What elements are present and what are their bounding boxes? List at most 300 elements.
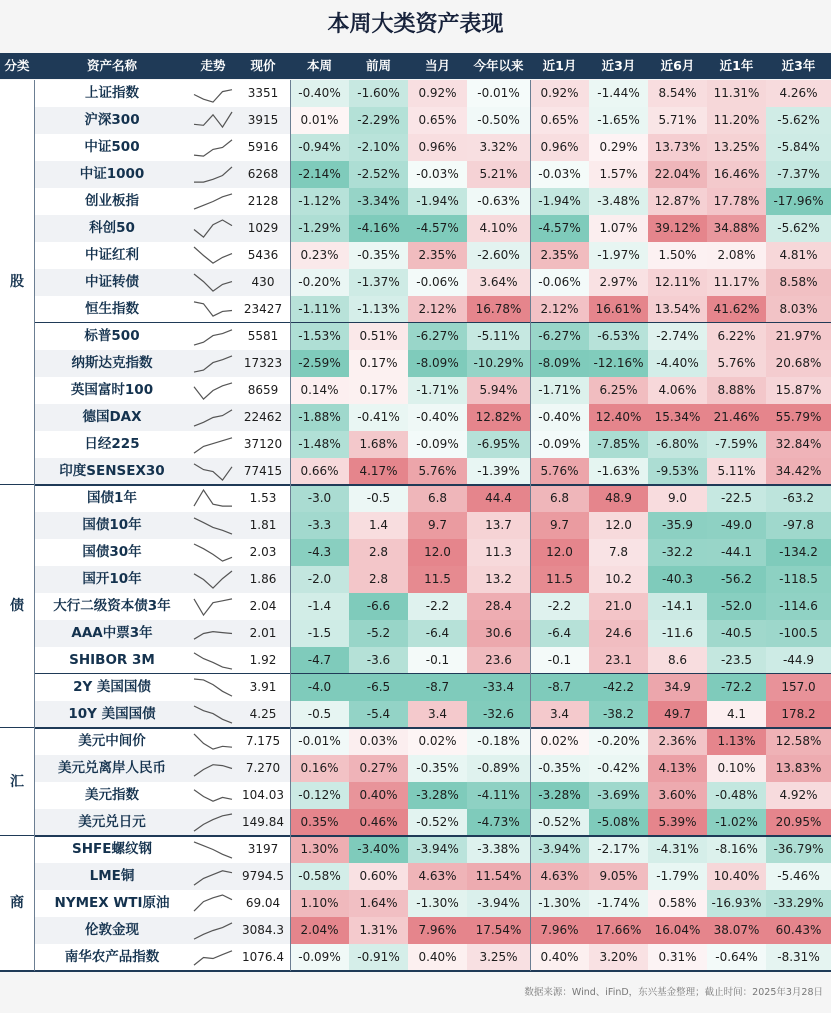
return-cell: -1.63%: [589, 458, 648, 485]
return-cell: 60.43%: [766, 917, 831, 944]
return-cell: 0.10%: [707, 755, 766, 782]
return-cell: -6.80%: [648, 431, 707, 458]
return-cell: -0.03%: [530, 161, 589, 188]
return-cell: 32.84%: [766, 431, 831, 458]
return-cell: -32.6: [467, 701, 530, 728]
return-cell: 0.29%: [589, 134, 648, 161]
asset-name: 2Y 美国国债: [73, 679, 151, 695]
return-cell: -0.89%: [467, 755, 530, 782]
trend-sparkline: [190, 269, 236, 296]
table-row: [0, 161, 831, 188]
current-price: 69.04: [245, 896, 281, 910]
return-cell: -0.06%: [530, 269, 589, 296]
trend-sparkline: [190, 134, 236, 161]
return-cell: 6.8: [408, 485, 467, 512]
trend-line: [194, 90, 232, 102]
return-cell: 13.83%: [766, 755, 831, 782]
return-cell: 0.92%: [408, 80, 467, 107]
trend-sparkline: [190, 863, 236, 890]
current-price: 8659: [247, 383, 279, 397]
table-row: [0, 80, 831, 107]
current-price: 7.270: [245, 761, 281, 775]
asset-name: 德国DAX: [82, 409, 142, 425]
trend-line: [194, 167, 232, 182]
return-cell: -5.11%: [467, 323, 530, 350]
asset-name: LME铜: [89, 868, 135, 884]
return-cell: 0.65%: [530, 107, 589, 134]
column-header: 走势: [200, 58, 226, 73]
return-cell: -33.29%: [766, 890, 831, 917]
current-price: 5436: [247, 248, 279, 262]
return-cell: -0.06%: [408, 269, 467, 296]
return-cell: 6.8: [530, 485, 589, 512]
return-cell: 11.3: [467, 539, 530, 566]
trend-sparkline: [190, 836, 236, 863]
trend-sparkline: [190, 458, 236, 485]
return-cell: -0.63%: [467, 188, 530, 215]
trend-line: [194, 632, 232, 640]
return-cell: -0.01%: [290, 728, 349, 755]
return-cell: 10.2: [589, 566, 648, 593]
return-cell: -114.6: [766, 593, 831, 620]
return-cell: -35.9: [648, 512, 707, 539]
return-cell: -0.5: [290, 701, 349, 728]
trend-line: [194, 490, 232, 506]
return-cell: -0.40%: [408, 404, 467, 431]
return-cell: -1.71%: [530, 377, 589, 404]
return-cell: -9.53%: [648, 458, 707, 485]
asset-name: 国债30年: [82, 544, 142, 560]
current-price: 1.53: [249, 491, 277, 505]
return-cell: -2.29%: [349, 107, 408, 134]
trend-line: [194, 220, 232, 237]
return-cell: -52.0: [707, 593, 766, 620]
table-row: [0, 134, 831, 161]
return-cell: -3.48%: [589, 188, 648, 215]
return-cell: 0.14%: [290, 377, 349, 404]
current-price: 4.25: [249, 707, 277, 721]
return-cell: 3.4: [408, 701, 467, 728]
category-label: 商: [0, 836, 34, 971]
return-cell: 2.97%: [589, 269, 648, 296]
return-cell: -4.0: [290, 674, 349, 701]
trend-line: [194, 679, 232, 696]
return-cell: 3.32%: [467, 134, 530, 161]
return-cell: -10.29%: [467, 350, 530, 377]
return-cell: 12.82%: [467, 404, 530, 431]
return-cell: 0.01%: [290, 107, 349, 134]
return-cell: -1.65%: [589, 107, 648, 134]
return-cell: 1.13%: [707, 728, 766, 755]
return-cell: -4.11%: [467, 782, 530, 809]
asset-name: 中证转债: [85, 274, 139, 290]
return-cell: -118.5: [766, 566, 831, 593]
return-cell: 0.92%: [530, 80, 589, 107]
current-price: 1.92: [249, 653, 277, 667]
category-divider: [0, 484, 831, 486]
current-price: 3084.3: [242, 923, 284, 937]
return-cell: 2.04%: [290, 917, 349, 944]
return-cell: -4.73%: [467, 809, 530, 836]
return-cell: 16.61%: [589, 296, 648, 323]
trend-sparkline: [190, 485, 236, 512]
return-cell: 2.36%: [648, 728, 707, 755]
return-cell: 13.54%: [648, 296, 707, 323]
return-cell: -0.94%: [290, 134, 349, 161]
return-cell: -63.2: [766, 485, 831, 512]
table-row: [0, 944, 831, 971]
current-price: 9794.5: [242, 869, 284, 883]
return-cell: 23.1: [589, 647, 648, 674]
return-cell: 5.11%: [707, 458, 766, 485]
return-cell: -1.48%: [290, 431, 349, 458]
table-row: [0, 485, 831, 512]
table-row: [0, 107, 831, 134]
return-cell: 11.20%: [707, 107, 766, 134]
return-cell: 55.79%: [766, 404, 831, 431]
trend-sparkline: [190, 323, 236, 350]
trend-sparkline: [190, 809, 236, 836]
return-cell: 3.20%: [589, 944, 648, 971]
return-cell: -4.3: [290, 539, 349, 566]
column-header: 前周: [365, 58, 391, 73]
trend-sparkline: [190, 890, 236, 917]
return-cell: -6.4: [408, 620, 467, 647]
current-price: 1.86: [249, 572, 277, 586]
return-cell: -6.53%: [589, 323, 648, 350]
return-cell: -7.85%: [589, 431, 648, 458]
return-cell: -0.35%: [349, 242, 408, 269]
current-price: 1.81: [249, 518, 277, 532]
return-cell: 6.22%: [707, 323, 766, 350]
return-cell: 5.76%: [408, 458, 467, 485]
return-cell: -0.52%: [530, 809, 589, 836]
table-row: [0, 431, 831, 458]
return-cell: 1.30%: [290, 836, 349, 863]
category-label: 股: [0, 80, 34, 485]
return-cell: -3.28%: [530, 782, 589, 809]
return-cell: 3.25%: [467, 944, 530, 971]
return-cell: -0.41%: [349, 404, 408, 431]
return-cell: -7.37%: [766, 161, 831, 188]
return-cell: 34.88%: [707, 215, 766, 242]
return-cell: -0.09%: [530, 431, 589, 458]
trend-line: [194, 410, 232, 426]
return-cell: 21.97%: [766, 323, 831, 350]
return-cell: 6.25%: [589, 377, 648, 404]
asset-name: 大行二级资本债3年: [53, 598, 171, 614]
return-cell: -1.5: [290, 620, 349, 647]
return-cell: 20.95%: [766, 809, 831, 836]
return-cell: -5.62%: [766, 107, 831, 134]
return-cell: 157.0: [766, 674, 831, 701]
return-cell: -12.16%: [589, 350, 648, 377]
return-cell: 0.31%: [648, 944, 707, 971]
return-cell: -1.88%: [290, 404, 349, 431]
return-cell: 0.58%: [648, 890, 707, 917]
trend-sparkline: [190, 782, 236, 809]
return-cell: -0.12%: [290, 782, 349, 809]
asset-name: 伦敦金现: [85, 922, 139, 938]
asset-name: 印度SENSEX30: [59, 463, 165, 479]
return-cell: -6.5: [349, 674, 408, 701]
trend-sparkline: [190, 80, 236, 107]
trend-line: [194, 140, 232, 156]
column-header: 近1月: [542, 58, 577, 73]
return-cell: -1.11%: [290, 296, 349, 323]
asset-name: 中证500: [84, 139, 140, 155]
return-cell: 5.76%: [707, 350, 766, 377]
table-row: [0, 566, 831, 593]
category-divider: [0, 970, 831, 972]
return-cell: 10.40%: [707, 863, 766, 890]
trend-line: [194, 302, 232, 316]
return-cell: -0.09%: [408, 431, 467, 458]
asset-name: 英国富时100: [70, 382, 154, 398]
trend-line: [194, 194, 232, 209]
return-cell: 5.71%: [648, 107, 707, 134]
return-cell: 11.17%: [707, 269, 766, 296]
return-cell: -1.37%: [349, 269, 408, 296]
return-cell: -8.7: [530, 674, 589, 701]
return-cell: -3.94%: [408, 836, 467, 863]
current-price: 37120: [243, 437, 283, 451]
return-cell: -49.0: [707, 512, 766, 539]
return-cell: 12.58%: [766, 728, 831, 755]
return-cell: -0.35%: [408, 755, 467, 782]
column-header: 今年以来: [473, 58, 524, 73]
return-cell: -6.27%: [408, 323, 467, 350]
trend-sparkline: [190, 107, 236, 134]
table-row: [0, 323, 831, 350]
return-cell: 8.6: [648, 647, 707, 674]
return-cell: 0.96%: [408, 134, 467, 161]
return-cell: -4.31%: [648, 836, 707, 863]
return-cell: -8.16%: [707, 836, 766, 863]
return-cell: 16.04%: [648, 917, 707, 944]
trend-line: [194, 383, 232, 399]
trend-line: [194, 706, 232, 723]
return-cell: 34.42%: [766, 458, 831, 485]
return-cell: -2.0: [290, 566, 349, 593]
table-row: [0, 269, 831, 296]
subgroup-divider: [34, 673, 831, 674]
column-header: 近6月: [660, 58, 695, 73]
return-cell: -40.3: [648, 566, 707, 593]
return-cell: -4.16%: [349, 215, 408, 242]
return-cell: -8.09%: [408, 350, 467, 377]
return-cell: 0.03%: [349, 728, 408, 755]
current-price: 3197: [247, 842, 279, 856]
return-cell: 0.02%: [408, 728, 467, 755]
return-cell: 0.35%: [290, 809, 349, 836]
return-cell: 0.96%: [530, 134, 589, 161]
return-cell: -0.52%: [408, 809, 467, 836]
return-cell: -22.5: [707, 485, 766, 512]
return-cell: 48.9: [589, 485, 648, 512]
return-cell: 2.12%: [530, 296, 589, 323]
table-row: [0, 728, 831, 755]
asset-name: 美元兑离岸人民币: [58, 760, 166, 776]
return-cell: 0.46%: [349, 809, 408, 836]
return-cell: -38.2: [589, 701, 648, 728]
current-price: 1076.4: [242, 950, 284, 964]
column-header: 近3年: [781, 58, 816, 73]
return-cell: -1.44%: [589, 80, 648, 107]
return-cell: 5.39%: [648, 809, 707, 836]
return-cell: -6.6: [349, 593, 408, 620]
trend-line: [194, 330, 232, 345]
return-cell: -3.38%: [467, 836, 530, 863]
table-row: [0, 593, 831, 620]
trend-sparkline: [190, 647, 236, 674]
return-cell: 0.40%: [408, 944, 467, 971]
current-price: 17323: [243, 356, 283, 370]
return-cell: -6.95%: [467, 431, 530, 458]
return-cell: 17.66%: [589, 917, 648, 944]
return-cell: -0.40%: [530, 404, 589, 431]
return-cell: -2.17%: [589, 836, 648, 863]
return-cell: 4.92%: [766, 782, 831, 809]
return-cell: 2.35%: [530, 242, 589, 269]
table-row: [0, 188, 831, 215]
return-cell: -0.40%: [290, 80, 349, 107]
return-cell: -3.69%: [589, 782, 648, 809]
data-source-note: 数据来源：Wind、iFinD，东兴基金整理；截止时间：2025年3月28日: [524, 987, 823, 998]
trend-sparkline: [190, 728, 236, 755]
return-cell: -2.10%: [349, 134, 408, 161]
asset-name: SHFE螺纹钢: [72, 841, 152, 857]
return-cell: -6.27%: [530, 323, 589, 350]
return-cell: 17.54%: [467, 917, 530, 944]
trend-sparkline: [190, 188, 236, 215]
return-cell: 12.40%: [589, 404, 648, 431]
trend-sparkline: [190, 620, 236, 647]
trend-sparkline: [190, 917, 236, 944]
table-row: [0, 890, 831, 917]
return-cell: 41.62%: [707, 296, 766, 323]
column-header: 分类: [4, 58, 30, 73]
asset-name: 南华农产品指数: [64, 949, 160, 965]
return-cell: -0.91%: [349, 944, 408, 971]
table-row: [0, 809, 831, 836]
return-cell: 39.12%: [648, 215, 707, 242]
return-cell: 22.04%: [648, 161, 707, 188]
trend-sparkline: [190, 350, 236, 377]
return-cell: -14.1: [648, 593, 707, 620]
category-divider: [0, 835, 831, 837]
current-price: 5581: [247, 329, 279, 343]
return-cell: 3.64%: [467, 269, 530, 296]
asset-name: 10Y 美国国债: [68, 706, 156, 722]
trend-line: [194, 464, 232, 480]
return-cell: 12.0: [408, 539, 467, 566]
return-cell: -44.9: [766, 647, 831, 674]
current-price: 7.175: [245, 734, 281, 748]
table-row: [0, 296, 831, 323]
trend-line: [194, 653, 232, 669]
return-cell: -0.35%: [530, 755, 589, 782]
return-cell: -40.5: [707, 620, 766, 647]
trend-line: [194, 842, 232, 858]
trend-line: [194, 438, 232, 453]
return-cell: -1.12%: [290, 188, 349, 215]
trend-line: [194, 571, 232, 588]
return-cell: -23.5: [707, 647, 766, 674]
trend-sparkline: [190, 431, 236, 458]
return-cell: -16.93%: [707, 890, 766, 917]
return-cell: -1.13%: [349, 296, 408, 323]
current-price: 22462: [243, 410, 283, 424]
return-cell: 5.76%: [530, 458, 589, 485]
return-cell: -3.6: [349, 647, 408, 674]
trend-line: [194, 274, 232, 291]
current-price: 6268: [247, 167, 279, 181]
return-cell: 28.4: [467, 593, 530, 620]
trend-line: [194, 814, 232, 831]
column-header: 当月: [424, 58, 450, 73]
return-cell: 178.2: [766, 701, 831, 728]
return-cell: 30.6: [467, 620, 530, 647]
table-row: [0, 863, 831, 890]
table-row: [0, 782, 831, 809]
trend-line: [194, 112, 232, 127]
return-cell: -1.97%: [589, 242, 648, 269]
return-cell: 12.11%: [648, 269, 707, 296]
current-price: 1029: [247, 221, 279, 235]
trend-sparkline: [190, 242, 236, 269]
return-cell: -3.0: [290, 485, 349, 512]
category-divider: [0, 727, 831, 729]
table-row: [0, 512, 831, 539]
return-cell: 21.46%: [707, 404, 766, 431]
return-cell: -2.74%: [648, 323, 707, 350]
return-cell: 13.7: [467, 512, 530, 539]
asset-name: 美元中间价: [78, 733, 146, 749]
asset-name: 标普500: [84, 328, 140, 344]
asset-name: 上证指数: [85, 85, 139, 101]
asset-name: 创业板指: [85, 193, 139, 209]
table-row: [0, 647, 831, 674]
return-cell: -2.52%: [349, 161, 408, 188]
return-cell: 49.7: [648, 701, 707, 728]
return-cell: 1.4: [349, 512, 408, 539]
return-cell: 0.40%: [530, 944, 589, 971]
table-row: [0, 620, 831, 647]
trend-line: [194, 871, 232, 885]
trend-sparkline: [190, 701, 236, 728]
return-cell: 5.94%: [467, 377, 530, 404]
return-cell: 1.50%: [648, 242, 707, 269]
asset-name: 沪深300: [84, 112, 140, 128]
table-row: [0, 917, 831, 944]
return-cell: 8.03%: [766, 296, 831, 323]
page-title: 本周大类资产表现: [327, 12, 504, 37]
return-cell: -2.59%: [290, 350, 349, 377]
return-cell: 11.54%: [467, 863, 530, 890]
asset-name: 恒生指数: [85, 301, 139, 317]
return-cell: -3.3: [290, 512, 349, 539]
trend-sparkline: [190, 404, 236, 431]
column-header: 现价: [250, 58, 276, 73]
return-cell: 4.63%: [408, 863, 467, 890]
return-cell: -2.2: [530, 593, 589, 620]
asset-name: 中证1000: [79, 166, 145, 182]
return-cell: 1.10%: [290, 890, 349, 917]
return-cell: 4.06%: [648, 377, 707, 404]
asset-name: 国债10年: [82, 517, 142, 533]
current-price: 77415: [243, 464, 283, 478]
